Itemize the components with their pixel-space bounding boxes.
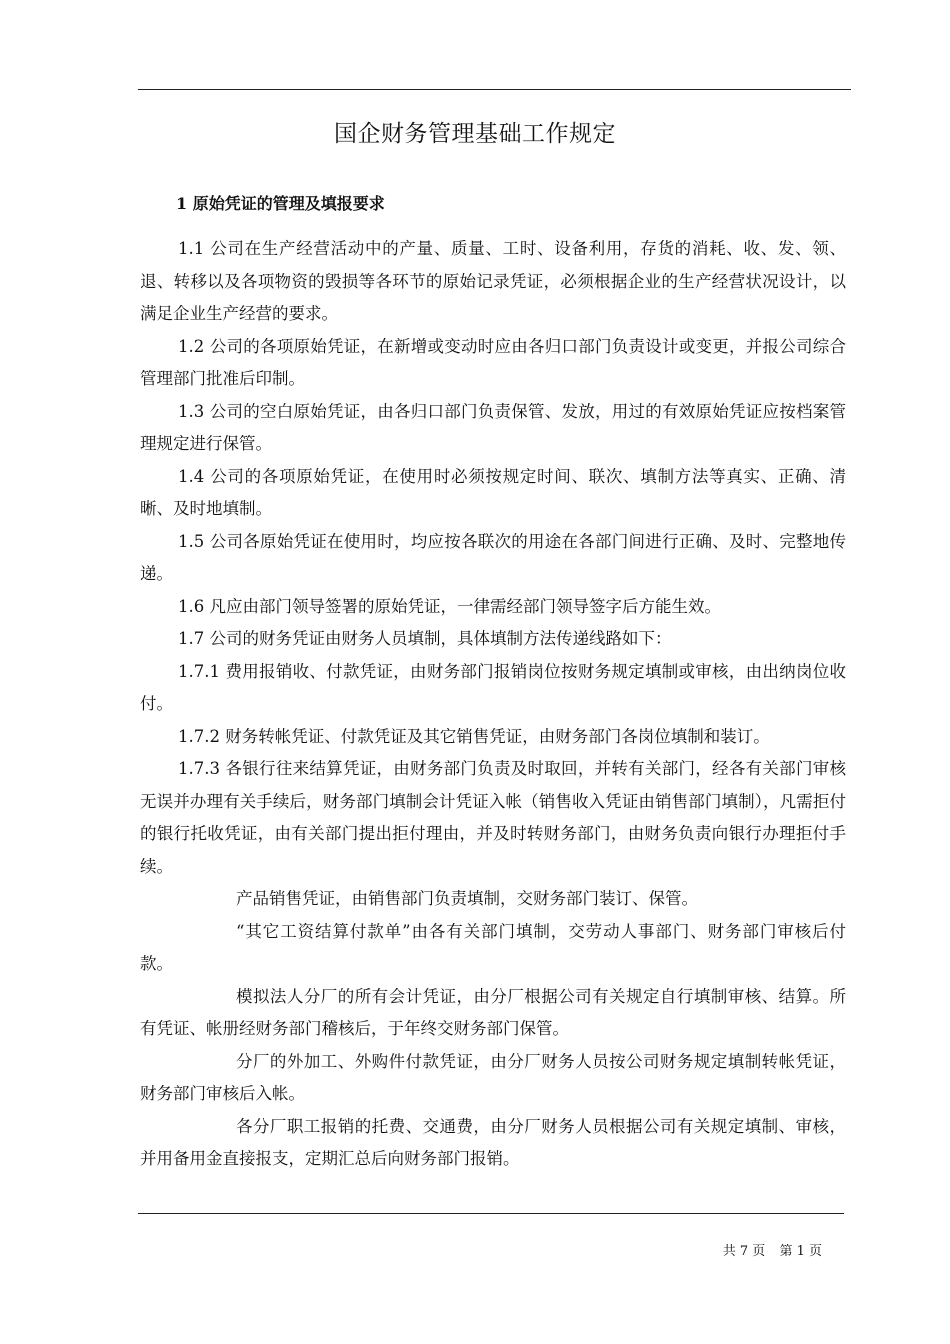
paragraph: 1.3 公司的空白原始凭证，由各归口部门负责保管、发放，用过的有效原始凭证应按档案管理规定进行保管。	[140, 401, 846, 453]
page-footer	[713, 1240, 822, 1259]
paragraph: 分厂的外加工、外购件付款凭证，由分厂财务人员按公司财务规定填制转帐凭证，财务部门审核后入帐。	[140, 1051, 846, 1103]
section-heading: 1 原始凭证的管理及填报要求	[176, 194, 385, 213]
paragraph: 1.2 公司的各项原始凭证，在新增或变动时应由各归口部门负责设计或变更，并报公司综合管理部门批准后印制。	[140, 336, 846, 388]
paragraph: “其它工资结算付款单”由各有关部门填制，交劳动人事部门、财务部门审核后付款。	[140, 921, 846, 973]
paragraph: 1.7.2 财务转帐凭证、付款凭证及其它销售凭证，由财务部门各岗位填制和装订。	[178, 726, 770, 746]
paragraph: 1.7.1 费用报销收、付款凭证，由财务部门报销岗位按财务规定填制或审核，由出纳岗位收付。	[140, 661, 846, 713]
paragraph: 1.7.3 各银行往来结算凭证，由财务部门负责及时取回，并转有关部门，经各有关部门审核无误并办理有关手续后，财务部门填制会计凭证入帐（销售收入凭证由销售部门填制），凡需拒付的银行托收凭证，由有关部门提出拒付理由，并及时转财务部门，由财务负责向银行办理拒付手续。	[140, 759, 846, 876]
document-body	[140, 233, 846, 1176]
paragraph: 产品销售凭证，由销售部门负责填制，交财务部门装订、保管。	[236, 889, 698, 908]
header-rule	[138, 89, 851, 90]
paragraph: 1.4 公司的各项原始凭证，在使用时必须按规定时间、联次、填制方法等真实、正确、清晰、及时地填制。	[140, 466, 846, 518]
paragraph: 1.5 公司各原始凭证在使用时，均应按各联次的用途在各部门间进行正确、及时、完整地传递。	[140, 531, 846, 583]
document-title: 国企财务管理基础工作规定	[334, 121, 616, 147]
paragraph: 各分厂职工报销的托费、交通费，由分厂财务人员根据公司有关规定填制、审核，并用备用金直接报支，定期汇总后向财务部门报销。	[140, 1116, 846, 1168]
footer-rule	[138, 1213, 844, 1214]
paragraph: 1.1 公司在生产经营活动中的产量、质量、工时、设备利用，存货的消耗、收、发、领、退、转移以及各项物资的毁损等各环节的原始记录凭证，必须根据企业的生产经营状况设计，以满足企业生产经营的要求。	[140, 239, 846, 323]
total-pages-label: 共 7 页	[722, 1244, 766, 1259]
paragraph: 模拟法人分厂的所有会计凭证，由分厂根据公司有关规定自行填制审核、结算。所有凭证、帐册经财务部门稽核后，于年终交财务部门保管。	[140, 986, 846, 1038]
paragraph: 1.7 公司的财务凭证由财务人员填制，具体填制方法传递线路如下：	[178, 629, 672, 648]
paragraph: 1.6 凡应由部门领导签署的原始凭证，一律需经部门领导签字后方能生效。	[178, 596, 721, 616]
current-page-label: 第 1 页	[779, 1244, 822, 1259]
